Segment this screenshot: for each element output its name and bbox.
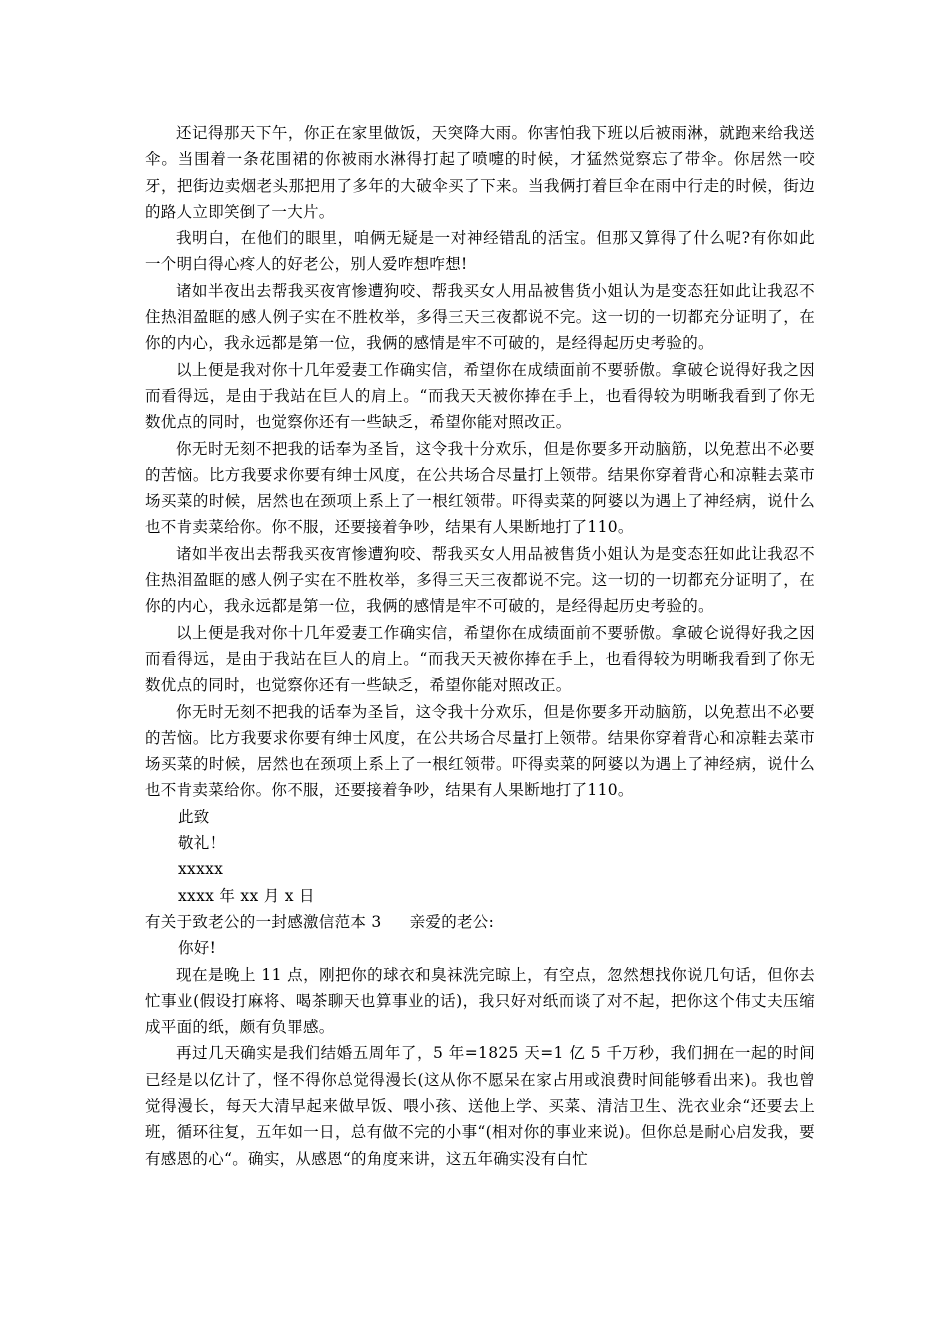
paragraph-umbrella: 还记得那天下午，你正在家里做饭，天突降大雨。你害怕我下班以后被雨淋，就跑来给我送伞。当围着一条花围裙的你被雨水淋得打起了喷嚏的时候，才猛然觉察忘了带伞。你居然一咬牙，把街边卖烟老头那把用了多年的大破伞买了下来。当我俩打着巨伞在雨中行走的时候，街边的路人立即笑倒了一大片。 xyxy=(145,124,815,221)
paragraph-tie-story: 你无时无刻不把我的话奉为圣旨，这令我十分欢乐，但是你要多开动脑筋，以免惹出不必要的苦恼。比方我要求你要有绅士风度，在公共场合尽量打上领带。结果你穿着背心和凉鞋去菜市场买菜的时候，居然也在颈项上系上了一根红领带。吓得卖菜的阿婆以为遇上了神经病，说什么也不肯卖菜给你。你不服，还要接着争吵，结果有人果断地打了110。 xyxy=(145,439,815,537)
closing-zhizhi: 此致 xyxy=(178,807,210,826)
paragraph-confidence: 以上便是我对你十几年爱妻工作确实信，希望你在成绩面前不要骄傲。拿破仑说得好我之因而看得远，是由于我站在巨人的肩上。“而我天天被你捧在手上，也看得较为明晰我看到了你无数优点的同时，也觉察你还有一些缺乏，希望你能对照改正。 xyxy=(145,360,815,432)
section-greeting: 你好! xyxy=(178,939,217,958)
paragraph-examples-repeat: 诸如半夜出去帮我买夜宵惨遭狗咬、帮我买女人用品被售货小姐认为是变态狂如此让我忍不住热泪盈眶的感人例子实在不胜枚举，多得三天三夜都说不完。这一切的一切都充分证明了，在你的内心，我永远都是第一位，我俩的感情是牢不可破的，是经得起历史考验的。 xyxy=(145,544,815,616)
section-salutation: 亲爱的老公: xyxy=(409,912,495,931)
section-heading xyxy=(145,909,815,935)
paragraph-examples: 诸如半夜出去帮我买夜宵惨遭狗咬、帮我买女人用品被售货小姐认为是变态狂如此让我忍不住热泪盈眶的感人例子实在不胜枚举，多得三天三夜都说不完。这一切的一切都充分证明了，在你的内心，我永远都是第一位，我俩的感情是牢不可破的，是经得起历史考验的。 xyxy=(145,281,815,353)
paragraph-tie-story-repeat: 你无时无刻不把我的话奉为圣旨，这令我十分欢乐，但是你要多开动脑筋，以免惹出不必要的苦恼。比方我要求你要有绅士风度，在公共场合尽量打上领带。结果你穿着背心和凉鞋去菜市场买菜的时候，居然也在颈项上系上了一根红领带。吓得卖菜的阿婆以为遇上了神经病，说什么也不肯卖菜给你。你不服，还要接着争吵，结果有人果断地打了110。 xyxy=(145,702,815,800)
closing-date: xxxx 年 xx 月 x 日 xyxy=(178,886,315,905)
closing-signature: xxxxx xyxy=(178,860,224,879)
letter-body xyxy=(145,120,815,1172)
paragraph-good-husband: 我明白，在他们的眼里，咱俩无疑是一对神经错乱的活宝。但那又算得了什么呢?有你如此一个明白得心疼人的好老公，别人爱咋想咋想! xyxy=(145,229,815,274)
paragraph-confidence-repeat: 以上便是我对你十几年爱妻工作确实信，希望你在成绩面前不要骄傲。拿破仑说得好我之因而看得远，是由于我站在巨人的肩上。“而我天天被你捧在手上，也看得较为明晰我看到了你无数优点的同时，也觉察你还有一些缺乏，希望你能对照改正。 xyxy=(145,623,815,695)
paragraph-11pm: 现在是晚上 11 点，刚把你的球衣和臭袜洗完晾上，有空点，忽然想找你说几句话，但你去忙事业(假设打麻将、喝茶聊天也算事业的话)，我只好对纸而谈了对不起，把你这个伟丈夫压缩成平面的纸，颇有负罪感。 xyxy=(145,965,815,1037)
section-title: 有关于致老公的一封感激信范本 3 xyxy=(145,912,382,931)
paragraph-five-years: 再过几天确实是我们结婚五周年了，5 年=1825 天=1 亿 5 千万秒，我们拥在一起的时间已经是以亿计了，怪不得你总觉得漫长(这从你不愿呆在家占用或浪费时间能够看出来)。我也曾觉得漫长，每天大清早起来做早饭、喂小孩、送他上学、买菜、清洁卫生、洗衣业余“还要去上班，循环往复，五年如一日，总有做不完的小事“(相对你的事业来说)。但你总是耐心启发我，要有感恩的心“。确实，从感恩“的角度来讲，这五年确实没有白忙 xyxy=(145,1044,815,1168)
closing-jingli: 敬礼！ xyxy=(178,834,226,853)
